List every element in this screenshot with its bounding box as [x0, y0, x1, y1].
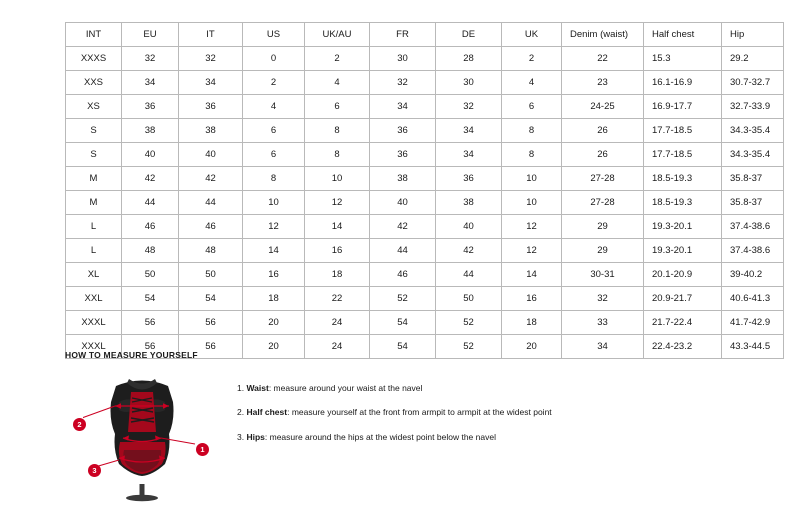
cell-int: XS [66, 95, 122, 119]
cell-eu: 56 [122, 311, 179, 335]
cell-de: 32 [436, 95, 502, 119]
cell-uk-au: 12 [305, 191, 370, 215]
cell-eu: 48 [122, 239, 179, 263]
column-header-uk-au: UK/AU [305, 23, 370, 47]
cell-hip: 39-40.2 [722, 263, 784, 287]
cell-uk: 10 [502, 167, 562, 191]
cell-fr: 54 [370, 311, 436, 335]
cell-int: XXXS [66, 47, 122, 71]
column-header-half-chest: Half chest [644, 23, 722, 47]
cell-fr: 30 [370, 47, 436, 71]
cell-denim-waist: 27-28 [562, 191, 644, 215]
cell-eu: 38 [122, 119, 179, 143]
cell-fr: 42 [370, 215, 436, 239]
cell-denim-waist: 30-31 [562, 263, 644, 287]
cell-hip: 29.2 [722, 47, 784, 71]
column-header-hip: Hip [722, 23, 784, 47]
measure-step-hips [237, 431, 552, 443]
step-number-2: 2. [237, 407, 245, 418]
cell-de: 50 [436, 287, 502, 311]
cell-us: 12 [243, 215, 305, 239]
cell-eu: 44 [122, 191, 179, 215]
cell-half-chest: 20.9-21.7 [644, 287, 722, 311]
cell-hip: 35.8-37 [722, 191, 784, 215]
cell-it: 54 [179, 287, 243, 311]
cell-hip: 32.7-33.9 [722, 95, 784, 119]
step-number-3: 3. [237, 431, 245, 442]
cell-fr: 52 [370, 287, 436, 311]
measure-step-half-chest [237, 406, 552, 418]
cell-fr: 40 [370, 191, 436, 215]
cell-denim-waist: 32 [562, 287, 644, 311]
table-body [66, 47, 784, 359]
table-row [66, 263, 784, 287]
cell-uk: 8 [502, 143, 562, 167]
cell-uk-au: 2 [305, 47, 370, 71]
cell-it: 42 [179, 167, 243, 191]
cell-eu: 42 [122, 167, 179, 191]
cell-uk-au: 22 [305, 287, 370, 311]
cell-hip: 37.4-38.6 [722, 239, 784, 263]
cell-de: 40 [436, 215, 502, 239]
step-term-hips: Hips [246, 431, 265, 442]
marker-3-hips: 3 [88, 464, 101, 477]
cell-us: 18 [243, 287, 305, 311]
cell-us: 8 [243, 167, 305, 191]
cell-eu: 32 [122, 47, 179, 71]
cell-fr: 54 [370, 335, 436, 359]
cell-eu: 34 [122, 71, 179, 95]
cell-hip: 40.6-41.3 [722, 287, 784, 311]
cell-us: 6 [243, 143, 305, 167]
table-row [66, 119, 784, 143]
mannequin-figure [65, 372, 215, 502]
measure-step-waist [237, 382, 552, 394]
cell-denim-waist: 34 [562, 335, 644, 359]
cell-half-chest: 21.7-22.4 [644, 311, 722, 335]
column-header-eu: EU [122, 23, 179, 47]
column-header-de: DE [436, 23, 502, 47]
cell-hip: 35.8-37 [722, 167, 784, 191]
cell-uk: 18 [502, 311, 562, 335]
cell-fr: 34 [370, 95, 436, 119]
cell-int: XL [66, 263, 122, 287]
cell-eu: 36 [122, 95, 179, 119]
column-header-it: IT [179, 23, 243, 47]
cell-eu: 46 [122, 215, 179, 239]
cell-denim-waist: 26 [562, 143, 644, 167]
cell-denim-waist: 27-28 [562, 167, 644, 191]
cell-int: XXL [66, 287, 122, 311]
cell-uk-au: 8 [305, 143, 370, 167]
table-row [66, 239, 784, 263]
cell-uk: 10 [502, 191, 562, 215]
cell-uk: 2 [502, 47, 562, 71]
cell-uk-au: 8 [305, 119, 370, 143]
cell-us: 20 [243, 311, 305, 335]
cell-it: 46 [179, 215, 243, 239]
cell-denim-waist: 24-25 [562, 95, 644, 119]
cell-fr: 44 [370, 239, 436, 263]
cell-us: 10 [243, 191, 305, 215]
cell-de: 30 [436, 71, 502, 95]
cell-us: 14 [243, 239, 305, 263]
cell-it: 34 [179, 71, 243, 95]
cell-half-chest: 20.1-20.9 [644, 263, 722, 287]
cell-half-chest: 16.1-16.9 [644, 71, 722, 95]
cell-de: 38 [436, 191, 502, 215]
cell-int: S [66, 143, 122, 167]
cell-fr: 32 [370, 71, 436, 95]
cell-denim-waist: 22 [562, 47, 644, 71]
step-number-1: 1. [237, 383, 245, 393]
step-text-half-chest: : measure yourself at the front from armpit to armpit at the widest point [287, 407, 552, 418]
cell-int: XXXL [66, 311, 122, 335]
column-header-int: INT [66, 23, 122, 47]
cell-it: 40 [179, 143, 243, 167]
column-header-us: US [243, 23, 305, 47]
cell-uk: 4 [502, 71, 562, 95]
cell-hip: 34.3-35.4 [722, 119, 784, 143]
cell-de: 52 [436, 311, 502, 335]
cell-int: M [66, 167, 122, 191]
table-row [66, 143, 784, 167]
cell-de: 52 [436, 335, 502, 359]
cell-denim-waist: 26 [562, 119, 644, 143]
cell-denim-waist: 33 [562, 311, 644, 335]
cell-de: 34 [436, 119, 502, 143]
table-row [66, 167, 784, 191]
cell-us: 2 [243, 71, 305, 95]
how-to-measure-title: HOW TO MEASURE YOURSELF [65, 350, 198, 360]
cell-eu: 40 [122, 143, 179, 167]
cell-denim-waist: 29 [562, 215, 644, 239]
step-term-waist: Waist [246, 383, 269, 393]
cell-us: 0 [243, 47, 305, 71]
cell-uk: 14 [502, 263, 562, 287]
cell-it: 56 [179, 335, 243, 359]
cell-it: 48 [179, 239, 243, 263]
table-row [66, 71, 784, 95]
table-row [66, 287, 784, 311]
cell-uk-au: 10 [305, 167, 370, 191]
cell-de: 36 [436, 167, 502, 191]
cell-eu: 56 [122, 335, 179, 359]
column-header-denim-waist: Denim (waist) [562, 23, 644, 47]
how-to-measure-body [65, 372, 735, 502]
mannequin-illustration [83, 372, 201, 502]
cell-uk: 8 [502, 119, 562, 143]
cell-hip: 41.7-42.9 [722, 311, 784, 335]
column-header-fr: FR [370, 23, 436, 47]
cell-uk: 6 [502, 95, 562, 119]
cell-it: 38 [179, 119, 243, 143]
marker-1-waist: 1 [196, 443, 209, 456]
cell-us: 20 [243, 335, 305, 359]
cell-uk: 12 [502, 239, 562, 263]
cell-fr: 36 [370, 143, 436, 167]
cell-denim-waist: 23 [562, 71, 644, 95]
cell-uk-au: 6 [305, 95, 370, 119]
cell-int: L [66, 215, 122, 239]
cell-int: M [66, 191, 122, 215]
cell-half-chest: 22.4-23.2 [644, 335, 722, 359]
cell-de: 28 [436, 47, 502, 71]
cell-uk: 20 [502, 335, 562, 359]
cell-de: 34 [436, 143, 502, 167]
cell-int: XXS [66, 71, 122, 95]
cell-fr: 46 [370, 263, 436, 287]
table-row [66, 215, 784, 239]
cell-eu: 50 [122, 263, 179, 287]
cell-hip: 37.4-38.6 [722, 215, 784, 239]
cell-us: 16 [243, 263, 305, 287]
cell-uk-au: 14 [305, 215, 370, 239]
cell-eu: 54 [122, 287, 179, 311]
table-row [66, 311, 784, 335]
cell-int: S [66, 119, 122, 143]
cell-uk-au: 16 [305, 239, 370, 263]
step-text-waist: : measure around your waist at the navel [268, 383, 423, 393]
cell-half-chest: 18.5-19.3 [644, 167, 722, 191]
column-header-uk: UK [502, 23, 562, 47]
cell-it: 36 [179, 95, 243, 119]
cell-de: 44 [436, 263, 502, 287]
table-header-row [66, 23, 784, 47]
cell-us: 6 [243, 119, 305, 143]
cell-it: 32 [179, 47, 243, 71]
cell-denim-waist: 29 [562, 239, 644, 263]
cell-int: XXXL [66, 335, 122, 359]
cell-it: 56 [179, 311, 243, 335]
marker-2-half-chest: 2 [73, 418, 86, 431]
cell-half-chest: 17.7-18.5 [644, 119, 722, 143]
step-text-hips: : measure around the hips at the widest point below the navel [264, 431, 496, 442]
cell-it: 44 [179, 191, 243, 215]
cell-half-chest: 19.3-20.1 [644, 239, 722, 263]
table-row [66, 95, 784, 119]
table-row [66, 191, 784, 215]
cell-hip: 30.7-32.7 [722, 71, 784, 95]
cell-fr: 36 [370, 119, 436, 143]
cell-half-chest: 15.3 [644, 47, 722, 71]
size-table-container [65, 22, 771, 359]
cell-uk-au: 24 [305, 335, 370, 359]
cell-hip: 34.3-35.4 [722, 143, 784, 167]
cell-uk-au: 4 [305, 71, 370, 95]
cell-uk-au: 18 [305, 263, 370, 287]
cell-uk: 16 [502, 287, 562, 311]
cell-it: 50 [179, 263, 243, 287]
step-term-half-chest: Half chest [246, 407, 288, 418]
cell-uk: 12 [502, 215, 562, 239]
cell-half-chest: 19.3-20.1 [644, 215, 722, 239]
cell-hip: 43.3-44.5 [722, 335, 784, 359]
how-to-measure-section [65, 350, 735, 502]
cell-us: 4 [243, 95, 305, 119]
cell-fr: 38 [370, 167, 436, 191]
cell-half-chest: 16.9-17.7 [644, 95, 722, 119]
cell-int: L [66, 239, 122, 263]
measure-steps-list [237, 372, 552, 455]
size-conversion-table [65, 22, 784, 359]
cell-half-chest: 18.5-19.3 [644, 191, 722, 215]
cell-uk-au: 24 [305, 311, 370, 335]
table-row [66, 47, 784, 71]
cell-de: 42 [436, 239, 502, 263]
cell-half-chest: 17.7-18.5 [644, 143, 722, 167]
